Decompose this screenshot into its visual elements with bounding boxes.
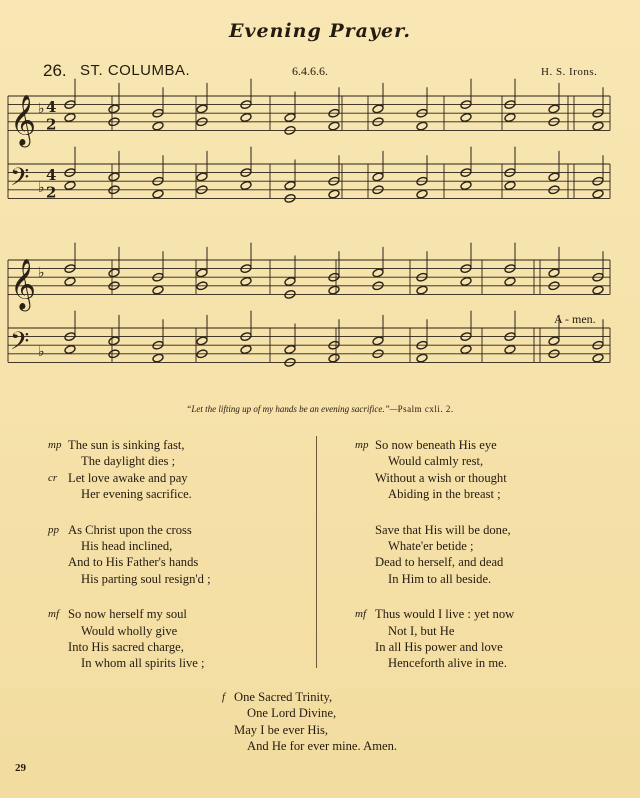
- note-head: [548, 104, 560, 114]
- note-head: [240, 345, 252, 355]
- time-signature: 2: [46, 183, 57, 202]
- verse-line: mf So now herself my soul: [48, 607, 187, 622]
- verse-line: His parting soul resign'd ;: [81, 571, 211, 586]
- verse-line: Her evening sacrifice.: [81, 487, 192, 502]
- note-head: [108, 336, 120, 346]
- dynamic-mark: pp: [48, 523, 59, 536]
- verse-line: May I be ever His,: [234, 722, 329, 737]
- note-head: [284, 181, 296, 191]
- verse-line: Henceforth alive in me.: [388, 656, 507, 671]
- note-head: [504, 277, 516, 287]
- note-head: [284, 113, 296, 123]
- note-head: [240, 181, 252, 191]
- verse-7: [222, 689, 398, 755]
- final-verse: [222, 689, 398, 774]
- hymn-number: 26.: [43, 61, 67, 80]
- note-head: [416, 121, 428, 131]
- bass-clef-icon: 𝄢: [10, 162, 30, 198]
- note-head: [372, 172, 384, 182]
- flat-sign-icon: ♭: [38, 179, 45, 196]
- note-head: [240, 277, 252, 287]
- verse-line: Would calmly rest,: [388, 454, 484, 469]
- time-signature: 2: [46, 115, 57, 134]
- note-head: [152, 189, 164, 199]
- verse-line: f One Sacred Trinity,: [222, 690, 333, 704]
- note-head: [592, 353, 604, 363]
- treble-clef-icon: 𝄞: [10, 94, 37, 146]
- epigraph: [0, 404, 640, 414]
- note-head: [152, 285, 164, 295]
- note-head: [592, 189, 604, 199]
- verse-line: In Him to all beside.: [388, 571, 492, 586]
- time-signature: 4: [46, 166, 57, 185]
- note-head: [64, 345, 76, 355]
- tune-name: ST. COLUMBA.: [80, 62, 191, 79]
- verse-line: mf Thus would I live : yet now: [355, 607, 515, 622]
- column-divider: [316, 436, 317, 668]
- note-head: [548, 336, 560, 346]
- verse-line: cr Let love awake and pay: [48, 470, 188, 485]
- note-head: [460, 345, 472, 355]
- verse-1: [48, 437, 211, 503]
- note-head: [196, 268, 208, 278]
- note-head: [372, 268, 384, 278]
- verse-3: [48, 606, 211, 672]
- note-head: [460, 181, 472, 191]
- verse-line: mp So now beneath His eye: [355, 438, 497, 452]
- verse-line: pp As Christ upon the cross: [48, 522, 192, 537]
- note-head: [328, 189, 340, 199]
- note-head: [416, 285, 428, 295]
- note-head: [328, 121, 340, 131]
- note-head: [504, 181, 516, 191]
- note-head: [64, 181, 76, 191]
- note-head: [196, 172, 208, 182]
- verse-line: Would wholly give: [81, 623, 178, 638]
- time-signature: 4: [46, 98, 57, 117]
- verse-line: The daylight dies ;: [81, 454, 176, 469]
- note-head: [284, 277, 296, 287]
- note-head: [592, 285, 604, 295]
- note-head: [108, 268, 120, 278]
- dynamic-mark: mp: [355, 439, 369, 451]
- note-head: [460, 277, 472, 287]
- page-title: Evening Prayer.: [229, 20, 411, 42]
- verse-6: [355, 606, 515, 672]
- note-head: [328, 353, 340, 363]
- note-head: [196, 336, 208, 346]
- right-verses: [355, 437, 515, 691]
- dynamic-mark: mf: [355, 608, 366, 621]
- flat-sign-icon: ♭: [38, 343, 45, 360]
- verse-line: Into His sacred charge,: [68, 640, 184, 655]
- verse-line: One Lord Divine,: [247, 706, 337, 721]
- note-head: [548, 172, 560, 182]
- flat-sign-icon: ♭: [38, 265, 45, 282]
- verse-line: Not I, but He: [388, 623, 455, 638]
- verse-line: mp The sun is sinking fast,: [48, 438, 185, 452]
- dynamic-mark: cr: [48, 471, 58, 484]
- note-head: [592, 121, 604, 131]
- page-number: 29: [15, 762, 26, 774]
- verse-line: His head inclined,: [81, 539, 173, 554]
- dynamic-mark: mf: [48, 608, 59, 621]
- note-head: [196, 104, 208, 114]
- note-head: [548, 268, 560, 278]
- verse-4: [355, 437, 514, 503]
- note-head: [372, 336, 384, 346]
- note-head: [64, 277, 76, 287]
- dynamic-mark: mp: [48, 439, 62, 451]
- note-head: [108, 172, 120, 182]
- note-head: [328, 285, 340, 295]
- verse-line: And He for ever mine. Amen.: [247, 739, 398, 754]
- verse-5: [375, 522, 514, 588]
- epigraph-source: Psalm cxli. 2.: [397, 404, 454, 414]
- verse-line: And to His Father's hands: [68, 555, 199, 570]
- verse-line: In all His power and love: [375, 640, 503, 655]
- treble-clef-icon: 𝄞: [10, 258, 37, 310]
- note-head: [372, 104, 384, 114]
- verse-line: Without a wish or thought: [375, 470, 507, 485]
- dynamic-mark: f: [222, 691, 226, 703]
- composer: H. S. Irons.: [541, 66, 598, 78]
- bass-clef-icon: 𝄢: [10, 326, 30, 362]
- verse-2: [48, 522, 211, 588]
- left-verses: [48, 437, 211, 691]
- verse-line: Dead to herself, and dead: [375, 555, 504, 570]
- note-head: [240, 113, 252, 123]
- note-head: [504, 113, 516, 123]
- note-head: [416, 353, 428, 363]
- note-head: [64, 113, 76, 123]
- verse-line: In whom all spirits live ;: [81, 656, 205, 671]
- note-head: [152, 353, 164, 363]
- note-head: [460, 113, 472, 123]
- epigraph-quote: “Let the lifting up of my hands be an evening sacrifice.”—: [186, 404, 398, 414]
- note-head: [284, 345, 296, 355]
- meter: 6.4.6.6.: [292, 64, 328, 78]
- note-head: [108, 104, 120, 114]
- note-head: [416, 189, 428, 199]
- note-head: [152, 121, 164, 131]
- verse-line: Abiding in the breast ;: [388, 487, 501, 502]
- flat-sign-icon: ♭: [38, 101, 45, 118]
- note-head: [504, 345, 516, 355]
- amen-lyric: A - men.: [554, 312, 596, 326]
- verse-line: Whate'er betide ;: [388, 539, 474, 554]
- verse-line: Save that His will be done,: [375, 522, 511, 537]
